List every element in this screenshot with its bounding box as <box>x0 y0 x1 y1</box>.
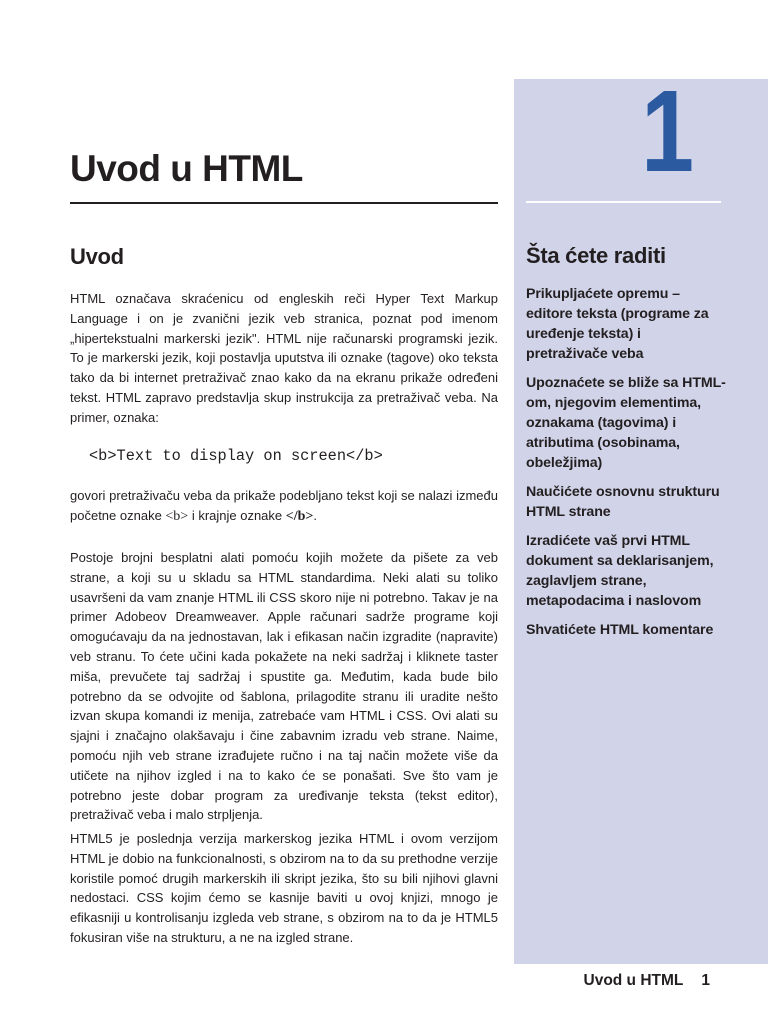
intro-paragraph: HTML označava skraćenicu od engleskih reči Hyper Text Markup Language i on je zvanični jezik veb stranica, poznat pod imenom „hipertekstualni markerski jezik". HTML nije računarski programski jezik. To je markerski jezik, koji postavlja uputstva ili oznake (tagove) oko teksta tako da bi internet pretraživač znao kako da na ekranu prikaže određeni tekst. HTML zapravo predstavlja skup instrukcija za pretraživač veba. Na primer, oznaka: <box>70 291 498 425</box>
page-footer <box>584 972 711 990</box>
sidebar-heading: Šta ćete raditi <box>526 243 666 268</box>
chapter-title: Uvod u HTML <box>70 148 303 189</box>
close-tag-inline-code: </b> <box>285 508 314 524</box>
goal-item: Upoznaćete se bliže sa HTML-om, njegovim elementima, oznakama (tagovima) i atributima (osobinama, obeležjima) <box>526 375 726 471</box>
open-tag-inline-code: <b> <box>165 508 189 524</box>
running-title: Uvod u HTML <box>583 972 684 989</box>
goals-list <box>526 284 726 649</box>
tools-paragraph: Postoje brojni besplatni alati pomoću kojih možete da pišete za veb strane, a koji su u skladu sa HTML standardima. Neki alati su toliko usavršeni da vam znanje HTML ili CSS skoro nije ni potrebno. Takav je na primer Adobeov Dreamweaver. Apple računari sadrže programe koji omogućavaju da na jednostavan, lak i efikasan način izgradite (napravite) veb stranu. To ćete učini kada pokažete na neki sadržaj i kliknete taster miša, prevučete taj sadržaj i spustite ga. Međutim, kada bude bilo potrebno da se odvojite od šablona, prilagodite stranu ili uradite nešto izvan skupa komandi iz menija, zatrebaće vam HTML i CSS. Ovi alati su sjajni i značajno olakšavaju i čine zabavnim izradu veb strane. Naime, pomoću njih veb strane izrađujete ručno i na taj način možete više da utičete na njihov izgled i na to kako će se ponašati. Sve što vam je potrebno jeste dobar program za uređivanje teksta (tekst editor), pretraživač veba i malo strpljenja. <box>70 550 498 823</box>
page-number: 1 <box>701 972 710 989</box>
section-heading: Uvod <box>70 244 124 269</box>
html5-paragraph: HTML5 je poslednja verzija markerskog jezika HTML i ovom verzijom HTML je dobio na funkcionalnosti, s obzirom na to da su prethodne verzije koristile pomoć drugih markerskih ili skript jezika, što su bili njihovi glavni nedostaci. CSS kojim ćemo se kasnije baviti u ovoj knjizi, mnogo je efikasniji u kontrolisanju izgleda veb strane, s obzirom na to da je HTML5 fokusiran više na strukturu, a ne na izgled strane. <box>70 831 498 945</box>
bold-explanation-paragraph <box>70 486 498 527</box>
title-divider <box>70 202 498 204</box>
paragraph-text: govori pretraživaču veba da prikaže podebljano tekst koji se nalazi između početne oznake <box>70 488 498 523</box>
goal-item: Prikupljaćete opremu – editore teksta (programe za uređenje teksta) i pretraživače veba <box>526 286 709 362</box>
goal-item: Naučićete osnovnu strukturu HTML strane <box>526 484 720 520</box>
goal-item: Shvatićete HTML komentare <box>526 622 714 638</box>
paragraph-text: . <box>313 507 318 523</box>
sidebar-divider <box>526 201 721 203</box>
chapter-number: 1 <box>641 66 694 196</box>
paragraph-text: i krajnje oznake <box>188 507 286 523</box>
goal-item: Izradićete vaš prvi HTML dokument sa deklarisanjem, zaglavljem strane, metapodacima i naslovom <box>526 533 714 609</box>
code-example: <b>Text to display on screen</b> <box>89 447 383 465</box>
